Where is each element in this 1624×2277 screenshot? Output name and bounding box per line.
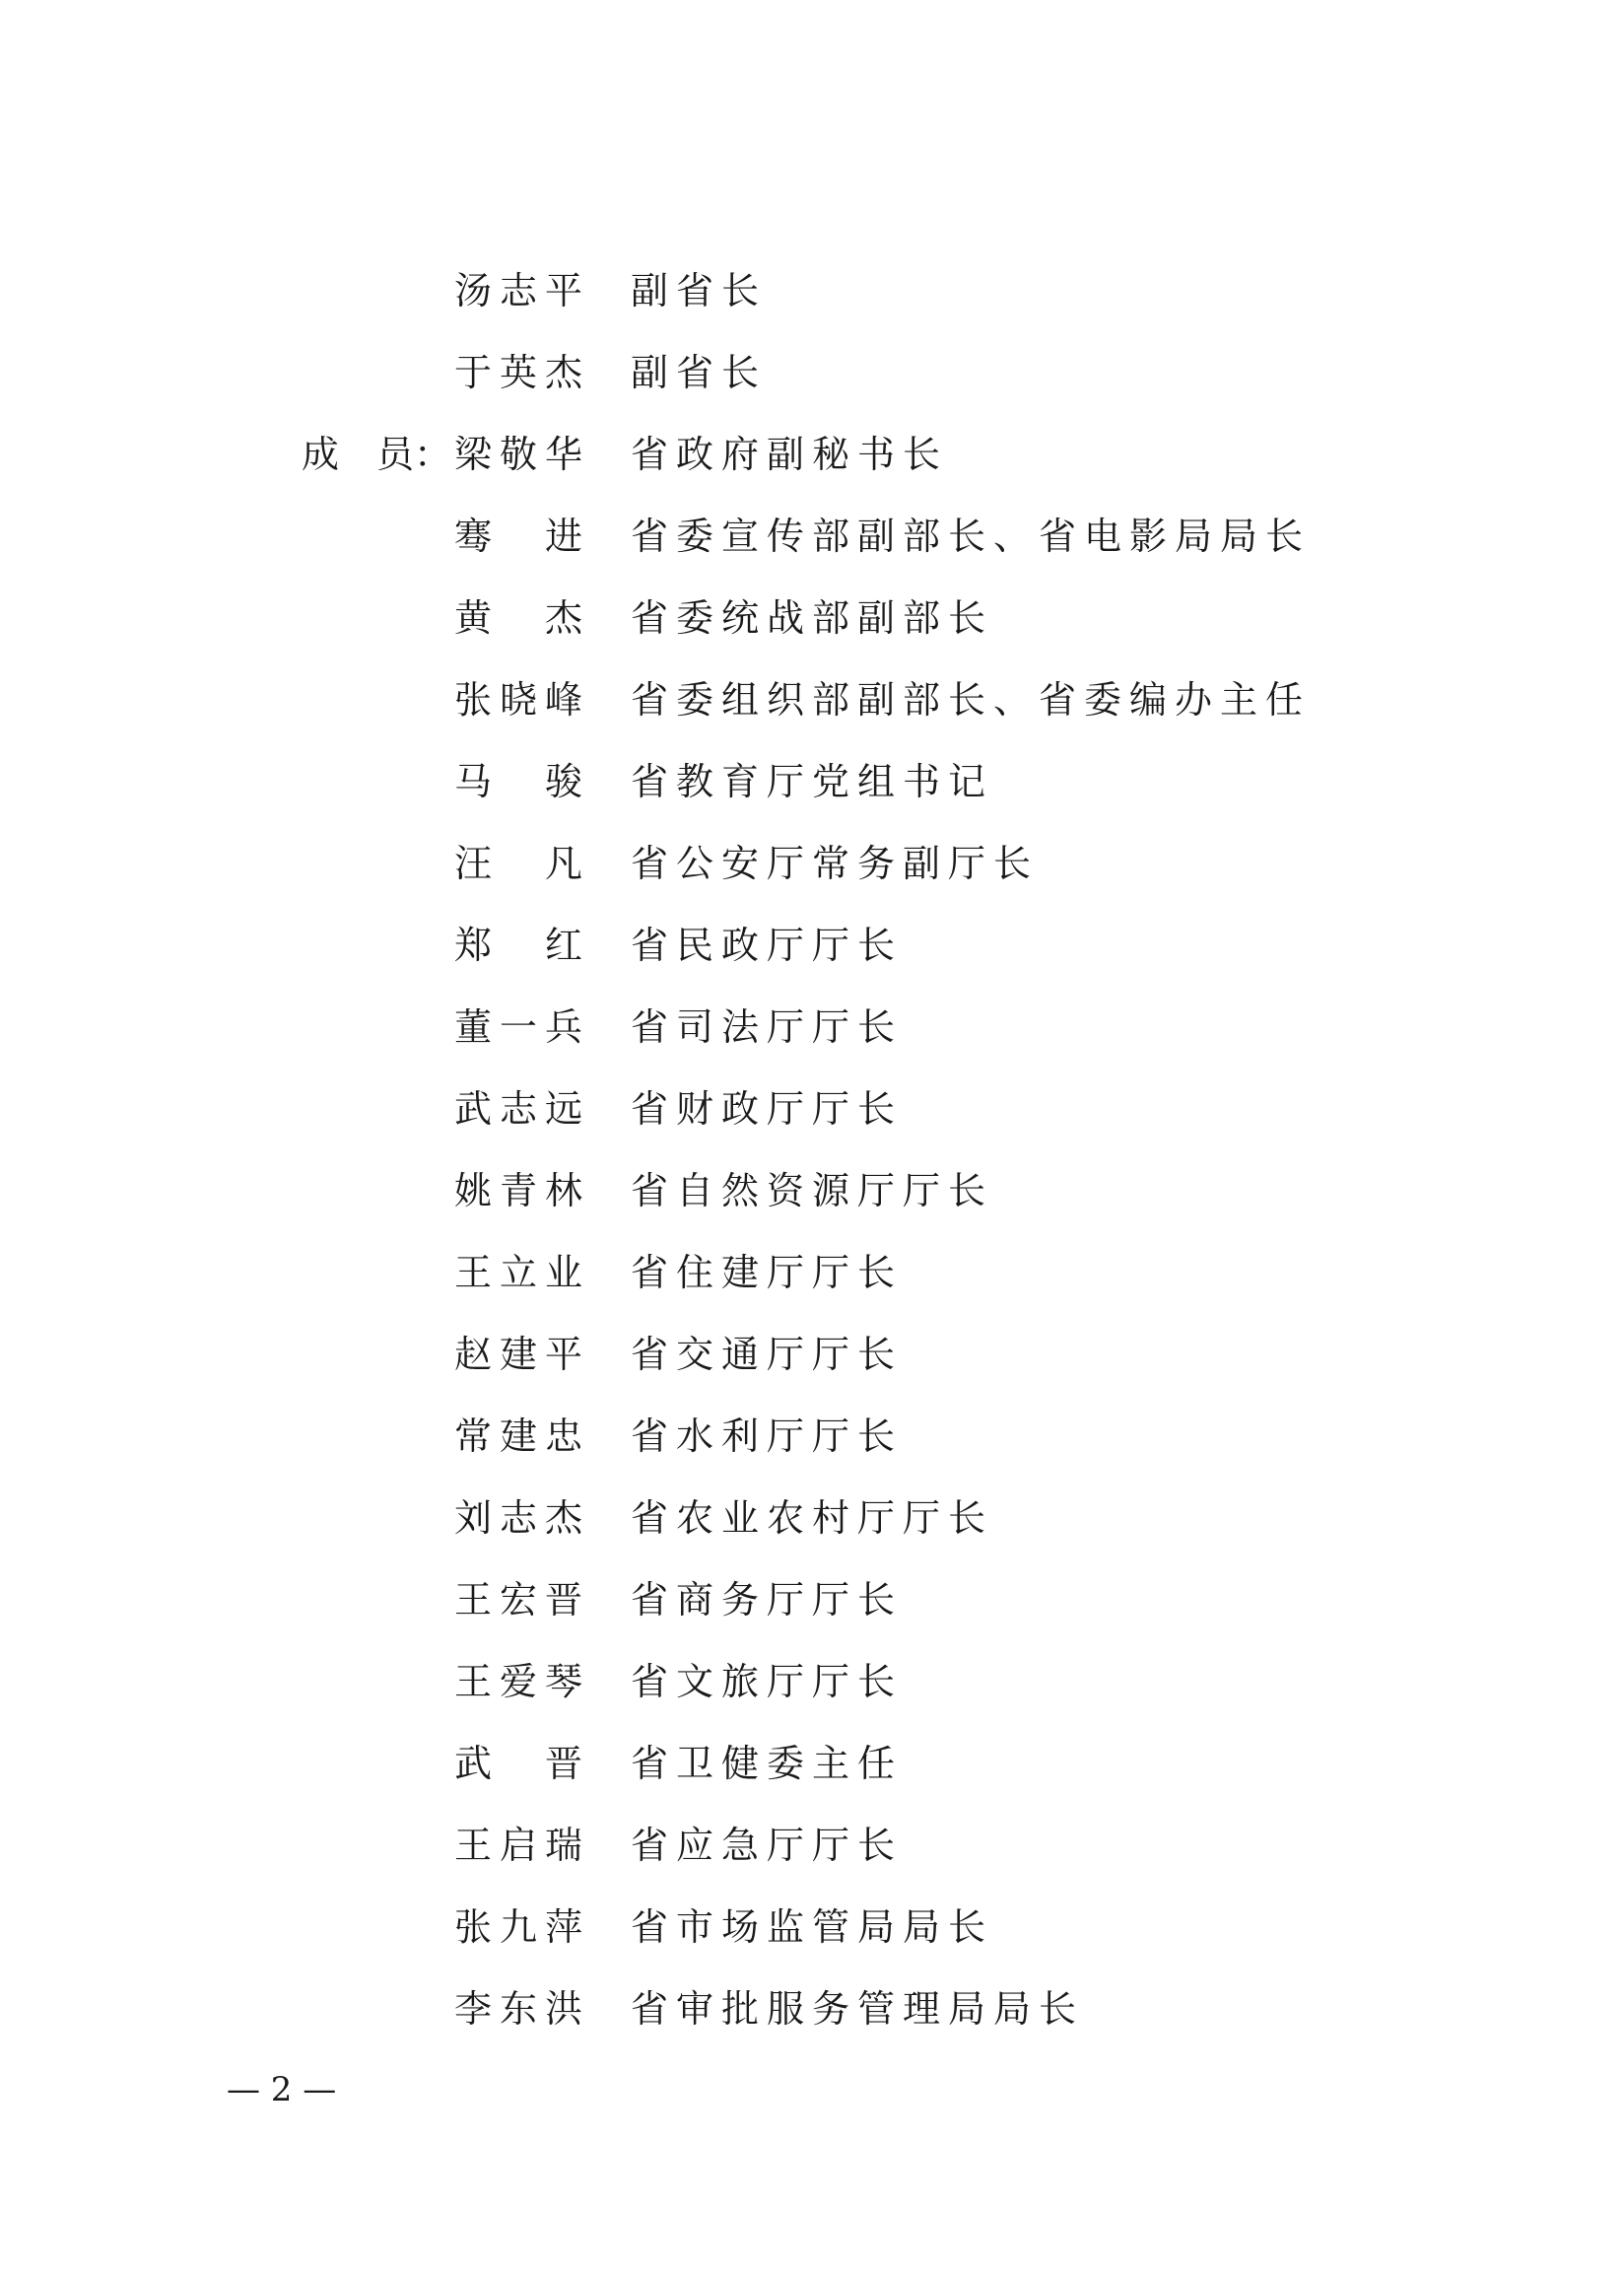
person-title: 省农业农村厅厅长	[631, 1496, 994, 1540]
roster-row	[0, 839, 1624, 921]
roster-row	[0, 1657, 1624, 1739]
roster-row	[0, 593, 1624, 675]
person-name: 王立业	[454, 1251, 591, 1294]
person-name: 赵建平	[454, 1333, 591, 1376]
person-title: 省委统战部副部长	[631, 596, 994, 640]
person-title: 省教育厅党组书记	[631, 760, 994, 803]
person-title: 省自然资源厅厅长	[631, 1169, 994, 1212]
roster-row	[0, 1412, 1624, 1493]
person-name: 汪 凡	[454, 842, 591, 885]
roster-row	[0, 512, 1624, 593]
roster-row	[0, 1248, 1624, 1330]
roster-row	[0, 675, 1624, 757]
roster-row	[0, 1002, 1624, 1084]
roster-row	[0, 1821, 1624, 1902]
person-name: 姚青林	[454, 1169, 591, 1212]
person-title: 省商务厅厅长	[631, 1578, 904, 1622]
person-title: 省住建厅厅长	[631, 1251, 904, 1294]
roster-row	[0, 1084, 1624, 1166]
person-name: 汤志平	[454, 269, 591, 312]
person-title: 省委宣传部副部长、省电影局局长	[631, 515, 1312, 558]
person-title: 省委组织部副部长、省委编办主任	[631, 678, 1312, 722]
person-name: 刘志杰	[454, 1496, 591, 1540]
person-name: 武志远	[454, 1087, 591, 1131]
roster-row	[0, 1984, 1624, 2066]
roster-list	[0, 266, 1624, 2066]
person-name: 马 骏	[454, 760, 591, 803]
person-title: 省交通厅厅长	[631, 1333, 904, 1376]
person-title: 省民政厅厅长	[631, 924, 904, 967]
page-number: — 2 —	[227, 2070, 337, 2109]
roster-row	[0, 1575, 1624, 1657]
person-name: 常建忠	[454, 1414, 591, 1458]
person-name: 郑 红	[454, 924, 591, 967]
roster-row	[0, 1166, 1624, 1248]
person-name: 黄 杰	[454, 596, 591, 640]
person-title: 省卫健委主任	[631, 1742, 904, 1785]
person-title: 副省长	[631, 351, 768, 394]
person-name: 王宏晋	[454, 1578, 591, 1622]
person-title: 省司法厅厅长	[631, 1005, 904, 1049]
person-title: 省市场监管局局长	[631, 1905, 994, 1949]
person-title: 副省长	[631, 269, 768, 312]
roster-row	[0, 1330, 1624, 1412]
person-title: 省公安厅常务副厅长	[631, 842, 1040, 885]
roster-row	[0, 757, 1624, 839]
person-title: 省水利厅厅长	[631, 1414, 904, 1458]
roster-row	[0, 266, 1624, 348]
roster-row	[0, 1493, 1624, 1575]
person-name: 骞 进	[454, 515, 591, 558]
role-label: 成 员：	[302, 433, 452, 476]
person-title: 省应急厅厅长	[631, 1824, 904, 1867]
roster-row	[0, 921, 1624, 1002]
person-name: 武 晋	[454, 1742, 591, 1785]
person-title: 省财政厅厅长	[631, 1087, 904, 1131]
roster-row	[0, 1902, 1624, 1984]
person-name: 王爱琴	[454, 1660, 591, 1703]
person-name: 李东洪	[454, 1987, 591, 2031]
roster-row	[0, 1739, 1624, 1821]
person-title: 省审批服务管理局局长	[631, 1987, 1085, 2031]
roster-row	[0, 348, 1624, 430]
person-name: 梁敬华	[454, 433, 591, 476]
person-title: 省文旅厅厅长	[631, 1660, 904, 1703]
person-name: 董一兵	[454, 1005, 591, 1049]
person-name: 张晓峰	[454, 678, 591, 722]
person-title: 省政府副秘书长	[631, 433, 949, 476]
person-name: 于英杰	[454, 351, 591, 394]
person-name: 王启瑞	[454, 1824, 591, 1867]
person-name: 张九萍	[454, 1905, 591, 1949]
roster-row	[0, 430, 1624, 512]
